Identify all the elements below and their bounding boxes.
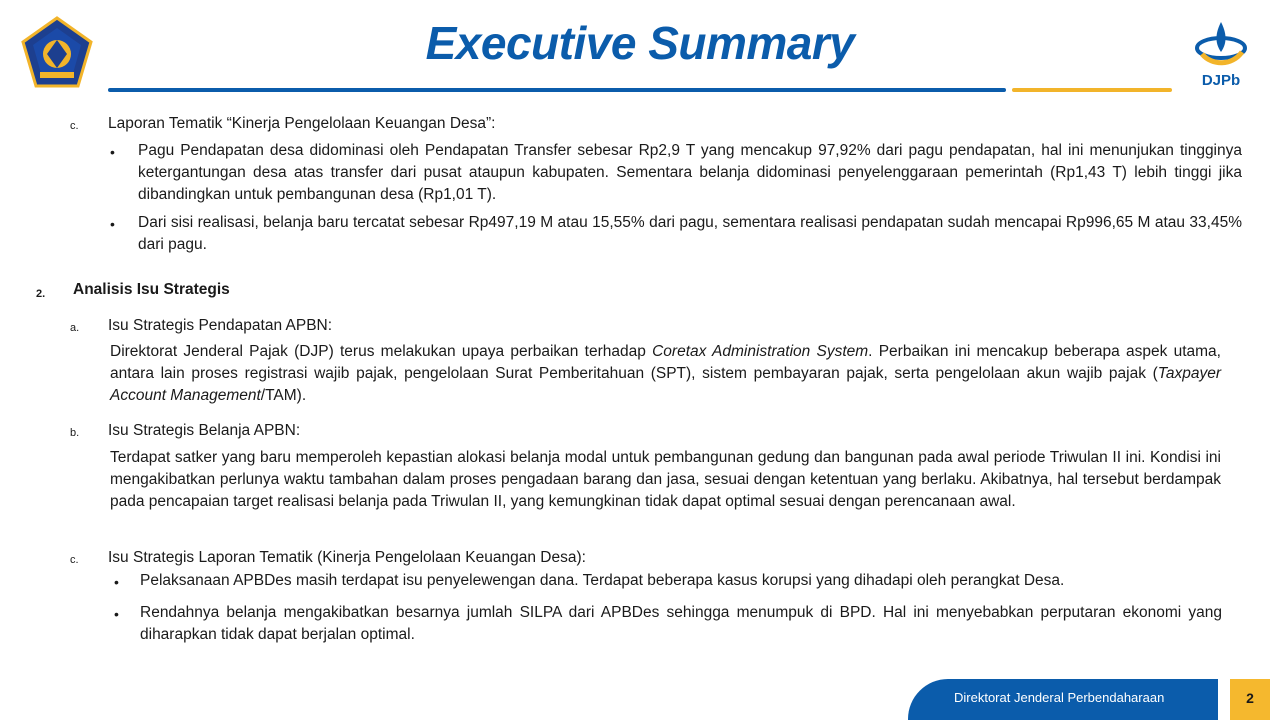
bullet-icon: • — [110, 144, 115, 160]
page-number: 2 — [1246, 690, 1254, 706]
bullet-text: Pelaksanaan APBDes masih terdapat isu penyelewengan dana. Terdapat beberapa kasus korupsi yang dihadapi oleh perangkat Desa. — [140, 572, 1065, 589]
bullet-text: Rendahnya belanja mengakibatkan besarnya jumlah SILPA dari APBDes sehingga menumpuk di BPD. Hal ini menyebabkan perputaran ekonomi yang diharapkan tidak dapat berjalan optimal. — [140, 604, 1222, 643]
paragraph: Terdapat satker yang baru memperoleh kepastian alokasi belanja modal untuk pembangunan gedung dan bangunan pada awal periode Triwulan II ini. Kondisi ini mengakibatkan perlunya waktu tambahan dalam proses pengadaan barang dan jasa, sesuai dengan ketentuan yang berlaku. Akibatnya, hal tersebut berdampak pada pencapaian target realisasi belanja pada Triwulan II, yang kemungkinan tidak dapat optimal sesuai dengan perencanaan awal. — [110, 449, 1221, 510]
section-number: 2. — [36, 288, 46, 300]
list-marker: b. — [70, 427, 80, 439]
djpb-logo-icon — [1188, 18, 1254, 76]
bullet-icon: • — [114, 574, 119, 590]
subsection-title: Isu Strategis Laporan Tematik (Kinerja Pengelolaan Keuangan Desa): — [108, 549, 586, 566]
bullet-icon: • — [114, 606, 119, 622]
list-marker: c. — [70, 120, 79, 132]
bullet-text: Dari sisi realisasi, belanja baru tercatat sebesar Rp497,19 M atau 15,55% dari pagu, sementara realisasi pendapatan sudah mencapai Rp996,65 M atau 33,45% dari pagu. — [138, 214, 1242, 253]
section-heading: Analisis Isu Strategis — [73, 281, 230, 298]
subsection-title: Isu Strategis Pendapatan APBN: — [108, 317, 333, 334]
page-title: Executive Summary — [425, 17, 855, 69]
paragraph: Direktorat Jenderal Pajak (DJP) terus melakukan upaya perbaikan terhadap Coretax Administration System. Perbaikan ini mencakup beberapa aspek utama, antara lain proses registrasi wajib pajak, pengelolaan Surat Pemberitahuan (SPT), sistem pembayaran pajak, serta pengelolaan akun wajib pajak (Taxpayer Account Management/TAM). — [110, 343, 1221, 404]
bullet-text: Pagu Pendapatan desa didominasi oleh Pendapatan Transfer sebesar Rp2,9 T yang mencakup 97,92% dari pagu pendapatan, hal ini menunjukan tingginya ketergantungan desa atas transfer dari pusat ataupun kabupaten. Sementara belanja didominasi penyelenggaraan pemerintah (Rp1,43 T) lebih tinggi jika dibandingkan untuk pembangunan desa (Rp1,01 T). — [138, 142, 1242, 203]
title-underline-gold — [1012, 88, 1172, 92]
list-marker: c. — [70, 554, 79, 566]
list-marker: a. — [70, 322, 80, 334]
footer-org-name: Direktorat Jenderal Perbendaharaan — [954, 690, 1165, 705]
subsection-title: Isu Strategis Belanja APBN: — [108, 422, 301, 439]
section-title: Laporan Tematik “Kinerja Pengelolaan Keuangan Desa”: — [108, 115, 496, 132]
title-underline-blue — [108, 88, 1006, 92]
djpb-logo-text: DJPb — [1201, 72, 1241, 89]
bullet-icon: • — [110, 216, 115, 232]
